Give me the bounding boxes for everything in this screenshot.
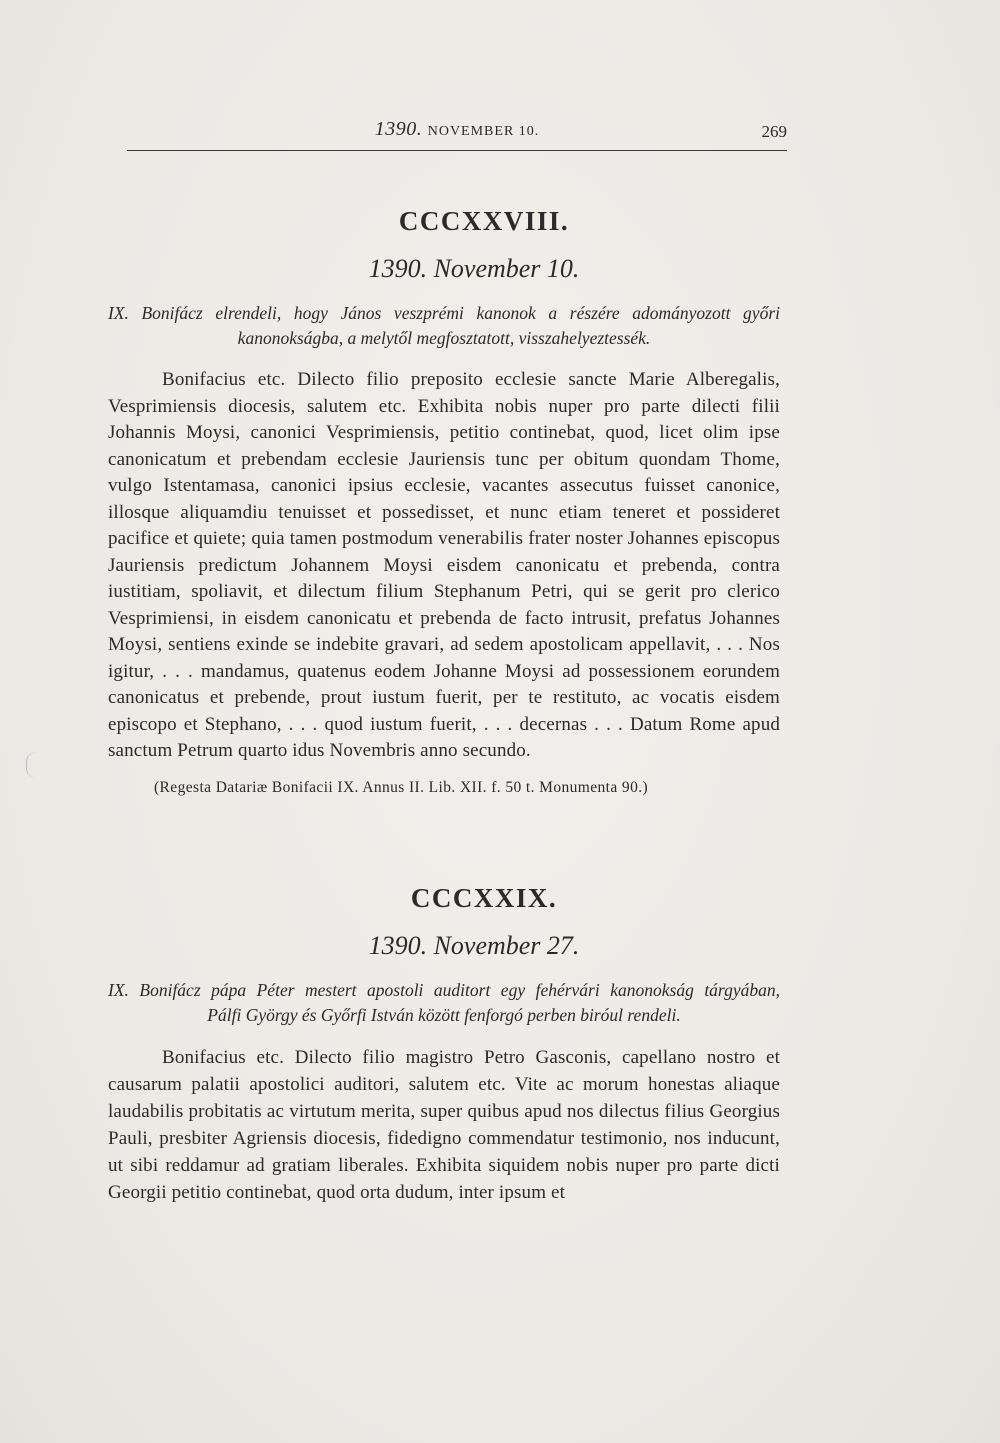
entry-summary-line-2: kanonokságba, a melytől megfosztatott, visszahelyeztessék. xyxy=(237,328,651,348)
running-head xyxy=(127,118,787,151)
entry-summary-line-1: IX. Bonifácz elrendeli, hogy János veszprémi kanonok a részére adományozott győri xyxy=(108,303,780,323)
margin-pencil-mark xyxy=(26,752,45,778)
page-number: 269 xyxy=(761,122,787,141)
running-head-date xyxy=(127,118,787,141)
entry-cccxxix xyxy=(108,880,780,1206)
entry-body: Bonifacius etc. Dilecto filio magistro Petro Gasconis, capellano nostro et causarum palatii apostolici auditori, salutem etc. Vite ac morum honestas aliaque laudabilis probitatis ac virtutum merita, super quibus apud nos dilectus filius Georgius Pauli, presbiter Agriensis diocesis, fidedigno commendatur testimonio, nos inducunt, ut sibi reddamur ad gratiam liberales. Exhibita siquidem nobis nuper pro parte dicti Georgii petitio continebat, quod orta dudum, inter ipsum et xyxy=(108,1047,780,1203)
entry-cccxxviii xyxy=(108,203,780,797)
entry-source-citation: (Regesta Datariæ Bonifacii IX. Annus II. Lib. XII. f. 50 t. Monumenta 90.) xyxy=(154,778,649,796)
running-head-month-day: NOVEMBER 10. xyxy=(427,124,540,139)
entry-summary-line-2: Pálfi György és Győrfi István között fenforgó perben biróul rendeli. xyxy=(207,1005,681,1025)
entry-date: 1390. November 10. xyxy=(368,254,580,283)
entry-body: Bonifacius etc. Dilecto filio preposito ecclesie sancte Marie Alberegalis, Vesprimiensis diocesis, salutem etc. Exhibita nobis nuper pro parte dilecti filii Johannis Moysi, canonici Vesprimiensis, petitio continebat, quod, licet olim ipse canonicatum et prebendam ecclesie Jauriensis tunc per obitum quondam Thome, vulgo Istentamasa, canonici ipsius ecclesie, vacantes assecutus fuisset canonice, illosque aliquamdiu tenuisset et possedisset, et nunc etiam teneret et possideret pacifice et quiete; quia tamen postmodum venerabilis frater noster Johannes episcopus Jauriensis predictum Johannem Moysi eisdem canonicatu et prebenda, contra iustitiam, spoliavit, et dilectum filium Stephanum Petri, qui se gerit pro clerico Vesprimiensi, in eisdem canonicatu et prebenda de facto intrusit, prefatus Johannes Moysi, sentiens exinde se indebite gravari, ad sedem apostolicam appellavit, . . . Nos igitur, . . . mandamus, quatenus eodem Johanne Moysi ad possessionem eorundem canonicatus et prebende, prout iustum fuerit, per te restituto, ac vocatis eisdem episcopo et Stephano, . . . quod iustum fuerit, . . . decernas . . . Datum Rome apud sanctum Petrum quarto idus Novembris anno secundo. xyxy=(108,369,780,761)
entry-number: CCCXXIX. xyxy=(410,883,558,913)
entry-date: 1390. November 27. xyxy=(368,931,580,960)
running-head-year: 1390. xyxy=(374,118,423,140)
entry-summary xyxy=(108,301,780,351)
entry-summary-line-1: IX. Bonifácz pápa Péter mestert apostoli auditort egy fehérvári kanonokság tárgyában, xyxy=(108,980,780,1000)
entry-summary xyxy=(108,978,780,1028)
entry-number: CCCXXVIII. xyxy=(398,206,570,236)
